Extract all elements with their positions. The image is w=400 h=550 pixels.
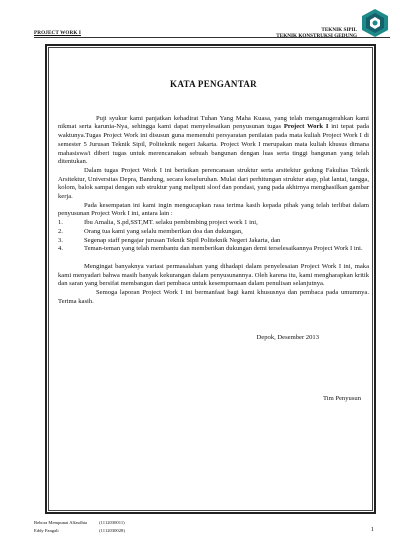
author-id: (1112030011) (99, 520, 125, 525)
author-id: (1112030028) (99, 528, 125, 533)
paragraph-intro-part2: ini tepat pada waktunya.Tugas Project Work ini disusun guna memenuhi persyaratan penilaian pada mata kuliah Project Work I di semester 5 Jurusan Teknik Sipil, Politeknik negeri Jakarta. Project Work I merupakan mata kuliah khusus dimana mahasiswa/i diberi tugas untuk merencanakan sebuah bangunan dengan luas serta tinggi bangunan yang telah ditentukan. (58, 123, 369, 166)
list-item-text: Orang tua kami yang selalu memberikan doa dan dukungan, (84, 227, 243, 235)
author-name: Eddy Fangali (34, 528, 59, 533)
document-body (58, 56, 369, 404)
author-row (34, 519, 125, 527)
paragraph-limitations: Mengingat banyaknya variasi permasalahan yang dihadapi dalam penyelesaian Project Work I ini, maka kami menyadari bahwa masih banyak kekurangan dalam penyusunannya. Oleh karena itu, kami mengharapkan kritik dan saran yang bersifat membangun dari pembaca untuk kesempurnaan dalam penulisan selanjutnya. (58, 262, 369, 288)
date-line: Depok, Desember 2013 (256, 334, 319, 342)
list-item (58, 219, 369, 228)
list-item-text: Segenap staff pengajar jurusan Teknik Sipil Politeknik Negeri Jakarta, dan (84, 236, 281, 244)
list-item (58, 228, 369, 237)
list-item-text: Ibu Amalia, S.pd,SST,MT. selaku pembimbing project work 1 ini, (84, 219, 258, 227)
header-divider (34, 37, 390, 38)
list-item-number: 4. (58, 245, 63, 253)
author-row (34, 527, 125, 535)
list-item (58, 245, 369, 254)
footer-authors (34, 519, 125, 535)
list-item-number: 3. (58, 236, 63, 244)
thanks-list (58, 219, 369, 254)
paragraph-scope: Dalam tugas Project Work I ini berisikan perencanaan struktur serta arsitektur gedung Fakultas Teknik Arsitektur, Universitas Depra, Bandung, secara keseluruhan. Mulai dari perhitungan struktur atap, plat lantai, tangga, kolom, balok sampai dengan sub struktur yang meliputi sloof dan pondasi, yang pada akhirnya menghasilkan gambar kerja. (58, 166, 369, 201)
paragraph-intro (58, 115, 369, 167)
paragraph-thanks-intro: Pada kesempatan ini kami ingin mengucapkan rasa terima kasih kepada pihak yang telah terlibat dalam penyusunan Project Work I ini, antara lain : (58, 201, 369, 218)
signature: Tim Penyusun (322, 395, 361, 403)
list-item (58, 237, 369, 246)
paragraph-intro-bold: Project Work I (283, 123, 329, 131)
list-item-number: 2. (58, 227, 63, 235)
page-title: KATA PENGANTAR (170, 79, 257, 89)
page-number: 1 (370, 526, 374, 533)
header-department-line1: TEKNIK SIPIL (321, 27, 357, 33)
paragraph-intro-part1: Puji syukur kami panjatkan kehadirat Tuhan Yang Maha Kuasa, yang telah menganugerahkan kami nikmat serta karunia-Nya, sehingga kami dapat menyelesaikan penyusunan tugas (58, 114, 369, 131)
paragraph-closing: Semoga laporan Project Work I ini bermanfaat bagi kami khususnya dan pembaca pada umumnya. Terima kasih. (58, 289, 369, 305)
header-project-title: PROJECT WORK I (34, 30, 82, 36)
author-name: Bebora Mempunai Alfasdhia (34, 520, 88, 525)
institution-logo-icon (360, 8, 390, 38)
list-item-text: Teman-teman yang telah membantu dan memberikan dukungan demi terselesaikannya Project Work I ini. (84, 245, 363, 253)
header-department-line2: TEKNIK KONSTRUKSI GEDUNG (276, 33, 357, 40)
list-item-number: 1. (58, 219, 63, 227)
